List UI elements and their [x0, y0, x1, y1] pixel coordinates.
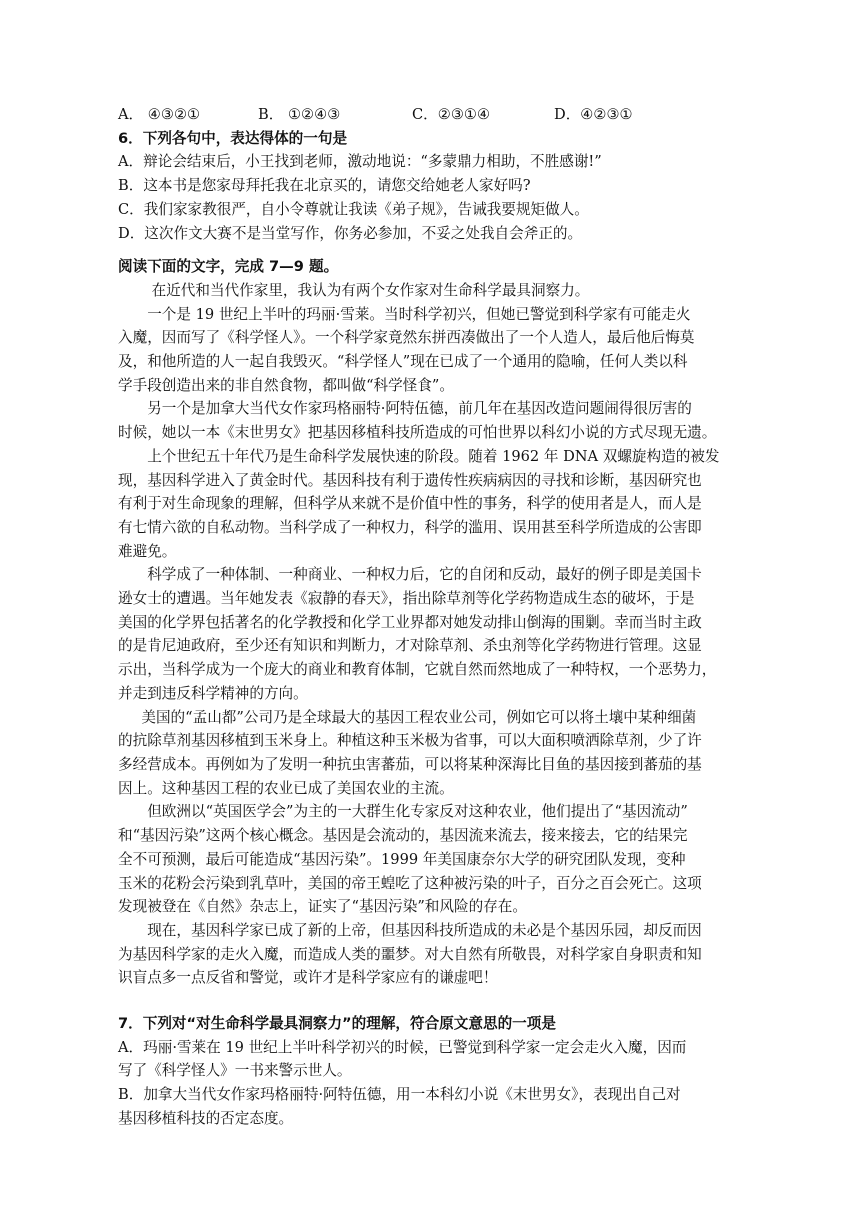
passage-line: 示出，当科学成为一个庞大的商业和教育体制，它就自然而然地成了一种特权，一个恶势力， [118, 661, 717, 679]
passage-line: 时候，她以一本《末世男女》把基因移植科技所造成的可怕世界以科幻小说的方式尽现无遗。 [118, 424, 717, 442]
passage-line: 有利于对生命现象的理解，但科学从来就不是价值中性的事务，科学的使用者是人，而人是 [118, 495, 702, 513]
q7-option-b-cont: 基因移植科技的否定态度。 [118, 1109, 294, 1127]
q5-choice-a: A． ④③②① [118, 106, 201, 123]
passage-line: 识盲点多一点反省和警觉，或许才是科学家应有的谦虚吧！ [118, 969, 498, 987]
q7-title: 7．下列对“对生命科学最具洞察力”的理解，符合原文意思的一项是 [118, 1015, 556, 1033]
q5-choice-b: B． ①②④③ [258, 106, 341, 123]
passage-line: 因上。这种基因工程的农业已成了美国农业的主流。 [118, 779, 454, 797]
passage-line: 入魔，因而写了《科学怪人》。一个科学家竟然东拼西凑做出了一个人造人，最后他后悔莫 [118, 329, 695, 347]
passage-line: 的抗除草剂基因移植到玉米身上。种植这种玉米极为省事，可以大面积喷洒除草剂，少了许 [118, 732, 702, 750]
passage-line: 美国的化学界包括著名的化学教授和化学工业界都对她发动排山倒海的围剿。幸而当时主政 [118, 613, 702, 631]
q5-choices [118, 103, 743, 127]
passage-line: 逊女士的遭遇。当年她发表《寂静的春天》，指出除草剂等化学药物造成生态的破坏，于是 [118, 590, 695, 608]
q7-option-a: A．玛丽·雪莱在 19 世纪上半叶科学初兴的时候，已警觉到科学家一定会走火入魔，因而 [118, 1038, 687, 1056]
passage-line: 另一个是加拿大当代女作家玛格丽特·阿特伍德，前几年在基因改造问题闹得很厉害的 [147, 400, 692, 418]
passage-line: 但欧洲以“英国医学会”为主的一大群生化专家反对这种农业，他们提出了“基因流动” [147, 803, 688, 821]
passage-line: 美国的“孟山都”公司乃是全球最大的基因工程农业公司，例如它可以将土壤中某种细菌 [141, 708, 697, 726]
passage-line: 及，和他所造的人一起自我毁灭。“科学怪人”现在已成了一个通用的隐喻，任何人类以科 [118, 353, 688, 371]
passage-line: 并走到违反科学精神的方向。 [118, 684, 308, 702]
passage-line: 一个是 19 世纪上半叶的玛丽·雪莱。当时科学初兴，但她已警觉到科学家有可能走火 [147, 305, 691, 323]
reading-title: 阅读下面的文字，完成 7—9 题。 [118, 258, 339, 276]
q5-choice-d: D．④②③① [554, 106, 633, 123]
passage-line: 发现被登在《自然》杂志上，证实了“基因污染”和风险的存在。 [118, 898, 527, 916]
reading-passage [118, 279, 743, 990]
q6-option-d: D．这次作文大赛不是当堂写作，你务必参加，不妥之处我自会斧正的。 [118, 224, 583, 242]
passage-line: 学手段创造出来的非自然食物，都叫做“科学怪食”。 [118, 376, 454, 394]
passage-line: 为基因科学家的走火入魔，而造成人类的噩梦。对大自然有所敬畏，对科学家自身职责和知 [118, 945, 702, 963]
passage-line: 的是肯尼迪政府，至少还有知识和判断力，才对除草剂、杀虫剂等化学药物进行管理。这显 [118, 637, 702, 655]
q6-option-a: A．辩论会结束后，小王找到老师，激动地说：“多蒙鼎力相助，不胜感谢!” [118, 153, 602, 171]
passage-line: 有七情六欲的自私动物。当科学成了一种权力，科学的滥用、误用甚至科学所造成的公害即 [118, 518, 702, 536]
q7-option-b: B．加拿大当代女作家玛格丽特·阿特伍德，用一本科幻小说《末世男女》，表现出自己对 [118, 1086, 681, 1104]
passage-line: 科学成了一种体制、一种商业、一种权力后，它的自闭和反动，最好的例子即是美国卡 [147, 566, 702, 584]
passage-line: 上个世纪五十年代乃是生命科学发展快速的阶段。随着 1962 年 DNA 双螺旋构造的被发 [147, 447, 720, 465]
passage-line: 在近代和当代作家里，我认为有两个女作家对生命科学最具洞察力。 [151, 281, 590, 299]
q5-choice-c: C．②③①④ [412, 106, 491, 123]
passage-line: 玉米的花粉会污染到乳草叶，美国的帝王蝗吃了这种被污染的叶子，百分之百会死亡。这项 [118, 874, 702, 892]
passage-line: 难避免。 [118, 542, 177, 560]
q6-title: 6．下列各句中，表达得体的一句是 [118, 129, 348, 147]
q6-option-c: C．我们家家教很严，自小令尊就让我读《弟子规》，告诫我要规矩做人。 [118, 200, 589, 218]
passage-line: 多经营成本。再例如为了发明一种抗虫害蕃茄，可以将某种深海比目鱼的基因接到蕃茄的基 [118, 755, 702, 773]
passage-line: 现在，基因科学家已成了新的上帝，但基因科技所造成的未必是个基因乐园，却反而因 [147, 921, 702, 939]
q6-option-b: B．这本书是您家母拜托我在北京买的，请您交给她老人家好吗? [118, 177, 531, 195]
passage-line: 和“基因污染”这两个核心概念。基因是会流动的，基因流来流去，接来接去，它的结果完 [118, 827, 688, 845]
passage-line: 全不可预测，最后可能造成“基因污染”。1999 年美国康奈尔大学的研究团队发现，变种 [118, 850, 686, 868]
q7-option-a-cont: 写了《科学怪人》一书来警示世人。 [118, 1062, 352, 1080]
passage-line: 现，基因科学进入了黄金时代。基因科技有利于遗传性疾病病因的寻找和诊断，基因研究也 [118, 471, 702, 489]
exam-page [118, 103, 743, 1131]
